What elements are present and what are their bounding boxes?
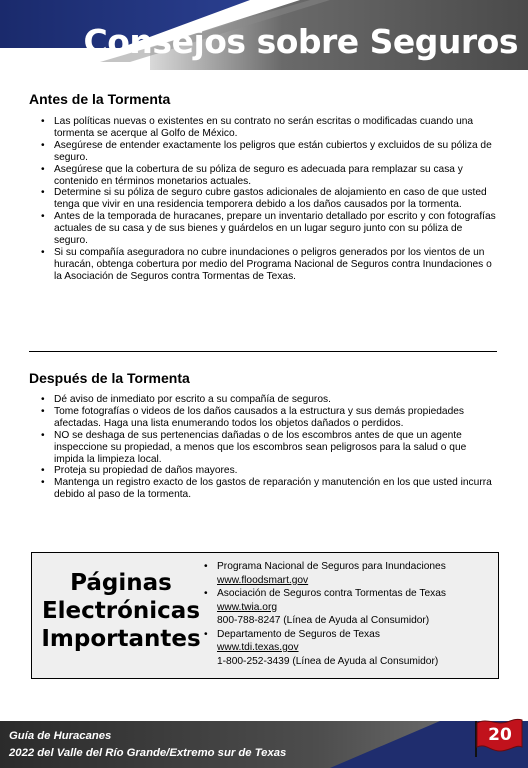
page-footer [0,721,528,768]
footer-guide-subtitle: 2022 del Valle del Río Grande/Extremo sur de Texas [9,747,287,759]
list-item: • Mantenga un registro exacto de los gastos de reparación y manutención en los que usted incurra debido al paso de la tormenta. [40,477,496,501]
list-item: • Si su compañía aseguradora no cubre inundaciones o peligros generados por los vientos de un huracán, obtenga cobertura por medio del Programa Nacional de Seguros contra Inundaciones o la Asociación de Seguros contra Tormentas de Texas. [40,247,496,283]
website-name: Departamento de Seguros de Texas [217,628,380,640]
list-item: • NO se deshaga de sus pertenencias dañadas o de los escombros antes de que un agente inspeccione su propiedad, a menos que los escombros sean peligrosos para la salud o que impida la limpieza local. [40,430,496,466]
websites-box-title [40,569,202,653]
list-item: • Asegúrese que la cobertura de su póliza de seguro es adecuada para remplazar su casa y contenido en términos monetarios actuales. [40,164,496,188]
website-item-flood [204,560,496,587]
website-link[interactable]: www.floodsmart.gov [217,574,309,586]
website-item-tdi [204,628,496,669]
website-item-twia [204,587,496,628]
title-line: Importantes [41,626,201,652]
website-name: Asociación de Seguros contra Tormentas de Texas [217,588,446,599]
footer-guide-title: Guía de Huracanes [9,730,112,742]
list-item: • Las políticas nuevas o existentes en su contrato no serán escritas o modificadas cuando una tormenta se acerque al Golfo de México. [40,116,496,140]
after-storm-heading: Después de la Tormenta [29,370,190,386]
page-header [0,0,528,70]
helpline-phone: 800-788-8247 (Línea de Ayuda al Consumidor) [217,615,430,626]
footer-banner-graphic [0,721,528,768]
page-title: Consejos sobre Seguros [83,22,518,61]
section-divider [29,351,497,352]
website-name: Programa Nacional de Seguros para Inundaciones [217,561,446,572]
after-storm-list [40,394,496,501]
list-item: • Proteja su propiedad de daños mayores. [40,465,496,477]
list-item: • Determine si su póliza de seguro cubre gastos adicionales de alojamiento en caso de que usted tenga que vivir en una residencia temporera debido a los daños causados por la tormenta. [40,187,496,211]
page-number: 20 [488,725,512,745]
website-link[interactable]: www.twia.org [217,601,278,613]
before-storm-list [40,116,496,283]
important-websites-box [31,552,499,679]
title-line: Electrónicas [41,598,201,624]
list-item: • Antes de la temporada de huracanes, prepare un inventario detallado por escrito y con fotografías actuales de su casa y de sus bienes y guárdelos en un lugar seguro junto con su póliza de seguro. [40,211,496,247]
website-link[interactable]: www.tdi.texas.gov [217,642,299,653]
websites-list [204,560,496,668]
list-item: • Dé aviso de inmediato por escrito a su compañía de seguros. [40,394,496,406]
list-item: • Tome fotografías o videos de los daños causados a la estructura y sus demás propiedades afectadas. Haga una lista enumerando todos los objetos dañados o perdidos. [40,406,496,430]
before-storm-heading: Antes de la Tormenta [29,91,171,107]
title-line: Páginas [70,570,172,596]
list-item: • Asegúrese de entender exactamente los peligros que están cubiertos y excluidos de su póliza de seguro. [40,140,496,164]
helpline-phone: 1-800-252-3439 (Línea de Ayuda al Consumidor) [217,655,439,667]
